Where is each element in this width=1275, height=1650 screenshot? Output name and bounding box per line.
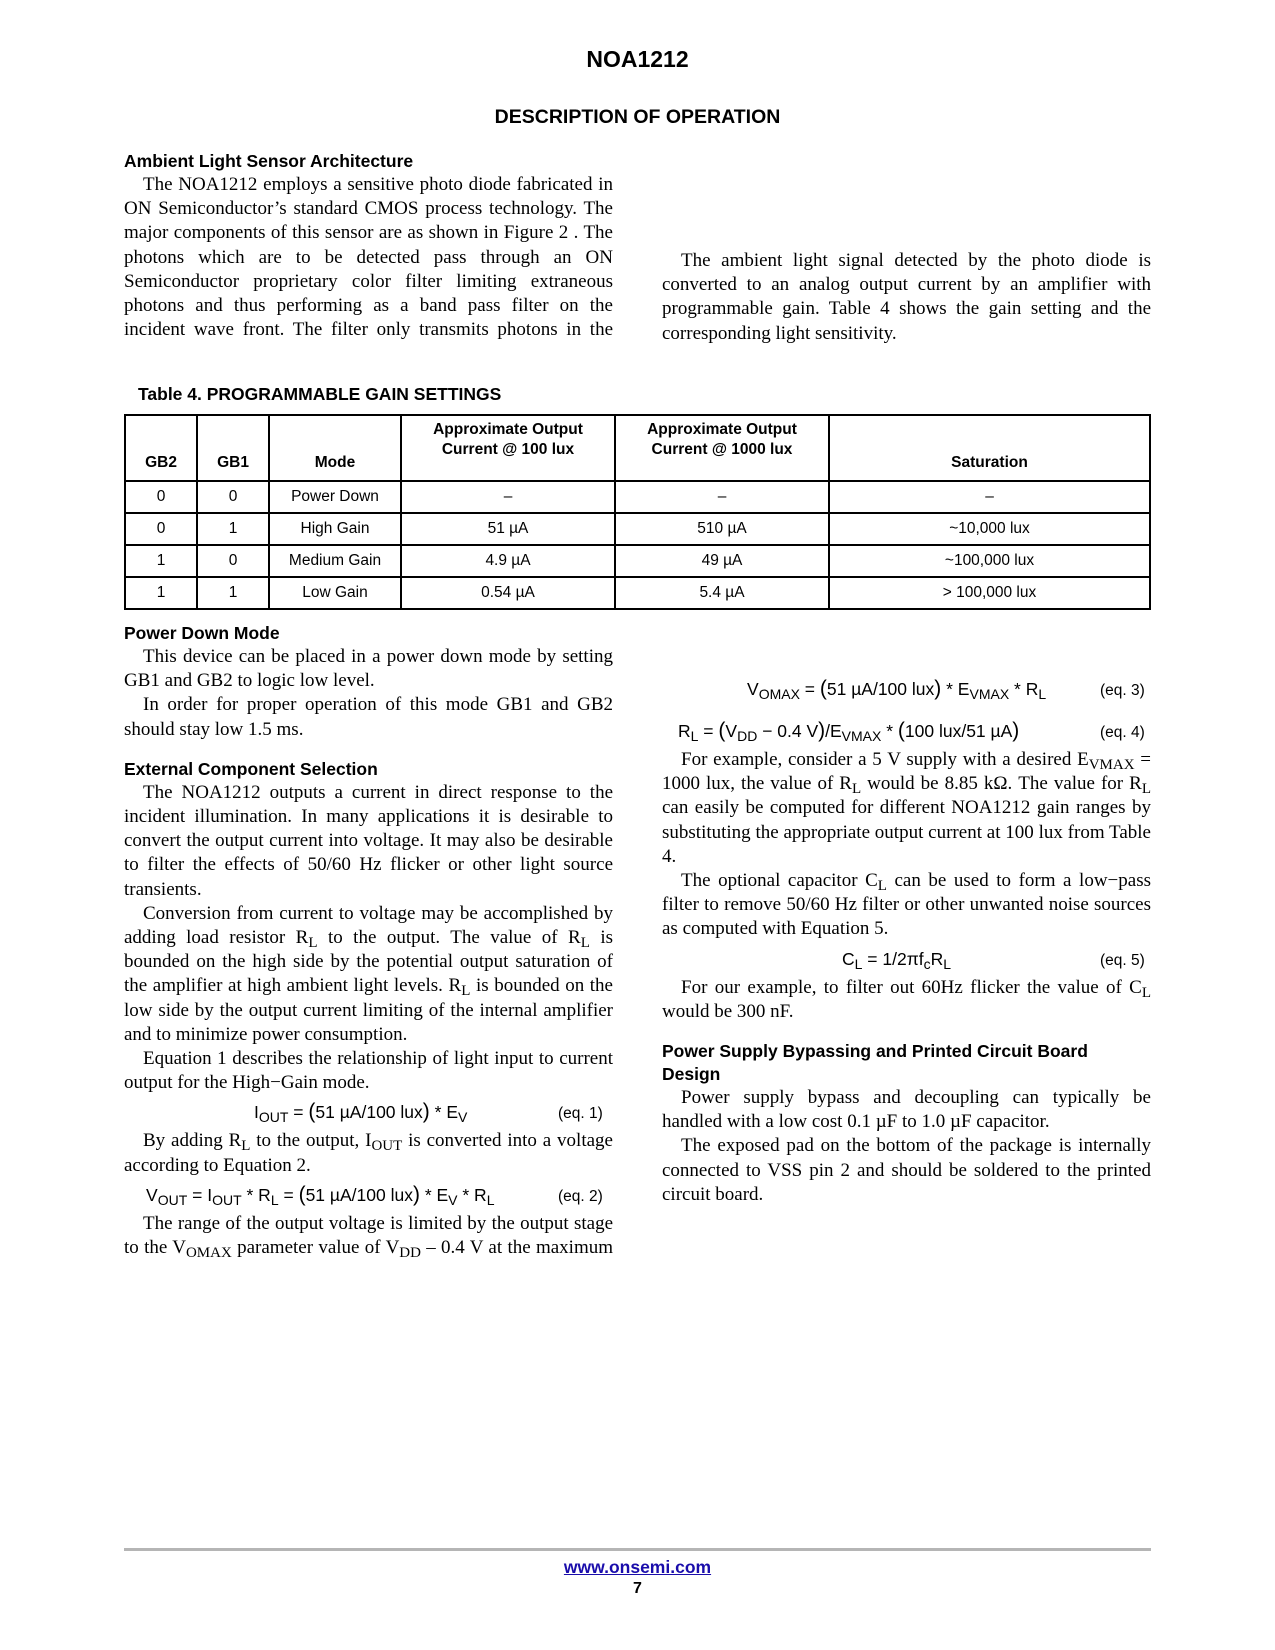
eq-part: = bbox=[278, 1184, 299, 1205]
text-run: would be 8.85 kΩ. The value for R bbox=[861, 773, 1142, 795]
subscript: VMAX bbox=[1088, 757, 1135, 773]
bypass-paragraph-2: The exposed pad on the bottom of the package is internally connected to VSS pin 2 and should be soldered to the printed circuit board. bbox=[662, 1135, 1151, 1205]
external-paragraph-8 bbox=[662, 976, 1151, 1024]
external-paragraph-5 bbox=[124, 1212, 613, 1260]
right-column-lower bbox=[662, 624, 1151, 1207]
bypass-paragraph-1: Power supply bypass and decoupling can typically be handled with a low cost 0.1 µF to 1.0 µF capacitor. bbox=[662, 1087, 1151, 1133]
text-run: Conversion from current to voltage may be accomplished by adding load resistor R bbox=[124, 902, 613, 949]
table-cell: 0 bbox=[125, 481, 197, 513]
subscript: L bbox=[1038, 686, 1047, 702]
table-cell: 0 bbox=[197, 545, 269, 577]
eq-part: V bbox=[747, 679, 759, 699]
eq-part: R bbox=[678, 721, 691, 741]
table-cell: 5.4 µA bbox=[615, 577, 829, 609]
eq-part: − 0.4 V bbox=[757, 721, 819, 741]
subscript: L bbox=[877, 878, 887, 895]
equation-5 bbox=[662, 942, 1151, 976]
eq-paren: ( bbox=[819, 677, 827, 700]
arch-paragraph-1: The NOA1212 employs a sensitive photo diode fabricated in ON Semiconductor’s standard CMOS process technology. The major components of this sensor are as shown in Figure 2 . The photons which are to be detected pass through an ON Semiconductor proprietary color filter limiting extraneous photons and thus performing as a band pass filter on the incident wave front. The filter only transmits photons in the bbox=[124, 174, 613, 341]
table-cell: 1 bbox=[125, 545, 197, 577]
text-run: For our example, to filter out 60Hz flicker the value of C bbox=[681, 976, 1142, 998]
text-run: is converted into a voltage according to Equation 2. bbox=[124, 1130, 613, 1176]
table-cell: 1 bbox=[197, 513, 269, 545]
subscript: L bbox=[580, 935, 590, 952]
spacer bbox=[662, 1024, 1151, 1040]
eq-part: = bbox=[288, 1102, 309, 1123]
eq-part: * R bbox=[457, 1184, 487, 1205]
eq-paren: ( bbox=[308, 1100, 316, 1124]
equation-4-expression bbox=[678, 719, 1019, 743]
left-column-lower bbox=[124, 622, 613, 1260]
table-cell: 0 bbox=[125, 513, 197, 545]
header-gb2: GB2 bbox=[125, 415, 197, 481]
eq-part: R bbox=[930, 948, 944, 969]
subscript: L bbox=[1141, 984, 1151, 1001]
eq-part: I bbox=[254, 1102, 259, 1123]
eq-paren: ) bbox=[1012, 719, 1020, 742]
document-title: NOA1212 bbox=[586, 46, 689, 72]
subscript: VMAX bbox=[969, 686, 1010, 702]
header-current-100-line1: Approximate Output bbox=[433, 421, 583, 438]
subscript: OUT bbox=[371, 1138, 403, 1155]
table-cell: Low Gain bbox=[269, 577, 401, 609]
eq-part: * E bbox=[419, 1184, 449, 1205]
external-paragraph-7 bbox=[662, 869, 1151, 942]
text-run: to the output. The value of R bbox=[317, 927, 581, 949]
equation-3 bbox=[662, 672, 1151, 706]
table-row bbox=[125, 481, 1150, 513]
text-run: is bounded on the low side by the output current limiting of the internal amplifier and to minimize power consumption. bbox=[124, 975, 613, 1045]
eq-paren: ( bbox=[718, 719, 726, 742]
table-cell: 1 bbox=[125, 577, 197, 609]
eq-part: = 1/2πf bbox=[862, 948, 924, 969]
subscript: VMAX bbox=[841, 728, 882, 744]
table-cell: 1 bbox=[197, 577, 269, 609]
spacer bbox=[124, 742, 613, 758]
eq-part: = I bbox=[187, 1184, 213, 1205]
table-cell: 4.9 µA bbox=[401, 545, 615, 577]
power-down-heading: Power Down Mode bbox=[124, 623, 280, 643]
header-current-100 bbox=[401, 415, 615, 481]
section-title: DESCRIPTION OF OPERATION bbox=[494, 106, 781, 128]
eq-paren: ) bbox=[422, 1100, 430, 1124]
eq-part: V bbox=[725, 721, 738, 741]
external-paragraph-1: The NOA1212 outputs a current in direct response to the incident illumination. In many applications it is desirable to convert the output current into voltage. It may also be desirable to filter the effects of 50/60 Hz flicker or other light source transients. bbox=[124, 781, 613, 900]
eq-part: 51 µA/100 lux bbox=[826, 679, 935, 699]
text-run: can easily be computed for different NOA1212 gain ranges by substituting the appropriate output current at 100 lux from Table 4. bbox=[662, 797, 1151, 867]
subscript: V bbox=[448, 1191, 458, 1208]
external-paragraph-4 bbox=[124, 1129, 613, 1177]
power-down-paragraph-1: This device can be placed in a power down mode by setting GB1 and GB2 to logic low level. bbox=[124, 646, 613, 692]
external-paragraph-2 bbox=[124, 902, 613, 1047]
table-cell: – bbox=[401, 481, 615, 513]
eq-part: 51 µA/100 lux bbox=[305, 1184, 413, 1205]
external-paragraph-5-continued bbox=[662, 624, 1151, 672]
subscript: L bbox=[486, 1191, 495, 1208]
eq-part: * bbox=[881, 721, 898, 741]
eq-part: = bbox=[799, 679, 820, 699]
text-run: The optional capacitor C bbox=[681, 870, 878, 892]
text-run: For example, consider a 5 V supply with a desired E bbox=[681, 749, 1089, 770]
subscript: DD bbox=[737, 728, 758, 744]
table-cell: 0 bbox=[197, 481, 269, 513]
equation-3-expression bbox=[747, 677, 1046, 701]
power-down-paragraph-2: In order for proper operation of this mode GB1 and GB2 should stay low 1.5 ms. bbox=[124, 694, 613, 740]
bypass-heading: Power Supply Bypassing and Printed Circuit Board Design bbox=[662, 1041, 1088, 1085]
eq-paren: ) bbox=[818, 719, 826, 742]
eq-paren: ( bbox=[897, 719, 905, 742]
equation-4 bbox=[662, 714, 1151, 748]
text-run: – 0.4 V at the maximum bbox=[426, 1237, 613, 1259]
table-cell: > 100,000 lux bbox=[829, 577, 1150, 609]
text-run: is bounded on the high side by the potential output saturation of the amplifier at high ambient light levels. R bbox=[124, 927, 613, 997]
equation-5-label: (eq. 5) bbox=[1100, 951, 1145, 969]
header-current-100-line2: Current @ 100 lux bbox=[441, 441, 575, 458]
text-run: By adding R bbox=[143, 1130, 242, 1152]
eq-paren: ( bbox=[298, 1182, 306, 1206]
text-run: = 1000 lux, the value of R bbox=[662, 749, 1151, 795]
table-cell: 49 µA bbox=[615, 545, 829, 577]
page-number: 7 bbox=[633, 1580, 642, 1597]
eq-part: /E bbox=[825, 721, 842, 741]
eq-part: * R bbox=[1009, 679, 1039, 699]
subscript: L bbox=[461, 983, 471, 1000]
arch-paragraph-1-continued bbox=[662, 153, 1151, 249]
subscript: DD bbox=[399, 1245, 421, 1260]
subscript: L bbox=[943, 955, 952, 972]
subscript: OMAX bbox=[185, 1245, 232, 1260]
subscript: L bbox=[851, 781, 862, 798]
equation-2-expression bbox=[146, 1183, 495, 1207]
table-cell: High Gain bbox=[269, 513, 401, 545]
equation-1-label: (eq. 1) bbox=[558, 1105, 603, 1123]
subscript: OMAX bbox=[758, 686, 800, 702]
right-column-intro bbox=[662, 153, 1151, 346]
header-current-1000-line2: Current @ 1000 lux bbox=[651, 441, 793, 458]
header-current-1000 bbox=[615, 415, 829, 481]
equation-3-label: (eq. 3) bbox=[1100, 682, 1145, 699]
table-row bbox=[125, 513, 1150, 545]
external-heading: External Component Selection bbox=[124, 758, 378, 779]
subscript: OUT bbox=[157, 1191, 188, 1208]
table-row bbox=[125, 545, 1150, 577]
footer-website-link[interactable]: www.onsemi.com bbox=[563, 1557, 712, 1577]
eq-part: V bbox=[146, 1184, 158, 1205]
header-gb1: GB1 bbox=[197, 415, 269, 481]
eq-part: C bbox=[842, 948, 855, 969]
table-cell: Medium Gain bbox=[269, 545, 401, 577]
table-caption: Table 4. PROGRAMMABLE GAIN SETTINGS bbox=[138, 384, 502, 404]
table-row bbox=[125, 577, 1150, 609]
arch-paragraph-2: The ambient light signal detected by the photo diode is converted to an analog output current by an amplifier with programmable gain. Table 4 shows the gain setting and the corresponding light sensitivity. bbox=[662, 250, 1151, 344]
table-cell: 51 µA bbox=[401, 513, 615, 545]
table-cell: ~10,000 lux bbox=[829, 513, 1150, 545]
external-paragraph-3: Equation 1 describes the relationship of light input to current output for the High−Gain mode. bbox=[124, 1048, 613, 1094]
gain-settings-table bbox=[124, 414, 1151, 610]
table-cell: 0.54 µA bbox=[401, 577, 615, 609]
eq-part: * R bbox=[241, 1184, 271, 1205]
text-run: parameter value of V bbox=[231, 1237, 400, 1259]
subscript: c bbox=[923, 955, 931, 972]
eq-part: 100 lux/51 µA bbox=[904, 721, 1013, 741]
subscript: V bbox=[458, 1109, 468, 1126]
equation-1 bbox=[124, 1095, 613, 1129]
text-run: The range of the output voltage is limited by the output stage to the V bbox=[124, 1212, 613, 1259]
subscript: L bbox=[690, 728, 699, 744]
header-current-1000-line1: Approximate Output bbox=[647, 421, 797, 438]
equation-5-expression bbox=[842, 947, 951, 971]
left-column-intro bbox=[124, 150, 613, 342]
header-saturation: Saturation bbox=[829, 415, 1150, 481]
arch-heading: Ambient Light Sensor Architecture bbox=[124, 151, 414, 171]
subscript: L bbox=[854, 955, 863, 972]
subscript: OUT bbox=[212, 1191, 242, 1208]
table-header-row bbox=[125, 415, 1150, 481]
equation-2 bbox=[124, 1178, 613, 1212]
text-run: would be 300 nF. bbox=[662, 1000, 794, 1022]
equation-1-expression bbox=[254, 1100, 467, 1124]
eq-paren: ) bbox=[412, 1182, 420, 1206]
external-paragraph-6 bbox=[662, 748, 1151, 869]
table-cell: ~100,000 lux bbox=[829, 545, 1150, 577]
eq-part: 51 µA/100 lux bbox=[315, 1102, 423, 1123]
header-mode: Mode bbox=[269, 415, 401, 481]
equation-2-label: (eq. 2) bbox=[558, 1187, 603, 1205]
footer-divider bbox=[124, 1548, 1151, 1551]
eq-part: = bbox=[698, 721, 719, 741]
table-cell: – bbox=[829, 481, 1150, 513]
table-cell: – bbox=[615, 481, 829, 513]
subscript: L bbox=[270, 1191, 279, 1208]
subscript: L bbox=[308, 935, 318, 952]
subscript: OUT bbox=[258, 1109, 289, 1126]
table-cell: Power Down bbox=[269, 481, 401, 513]
subscript: L bbox=[241, 1138, 251, 1155]
table-cell: 510 µA bbox=[615, 513, 829, 545]
eq-part: * E bbox=[429, 1102, 458, 1123]
text-run: can be used to form a low−pass filter to remove 50/60 Hz filter or other unwanted noise sources as computed with Equation 5. bbox=[662, 870, 1151, 940]
text-run: to the output, I bbox=[250, 1130, 372, 1152]
equation-4-label: (eq. 4) bbox=[1100, 724, 1145, 741]
eq-part: * E bbox=[941, 679, 970, 699]
subscript: L bbox=[1141, 781, 1151, 798]
eq-paren: ) bbox=[934, 677, 942, 700]
